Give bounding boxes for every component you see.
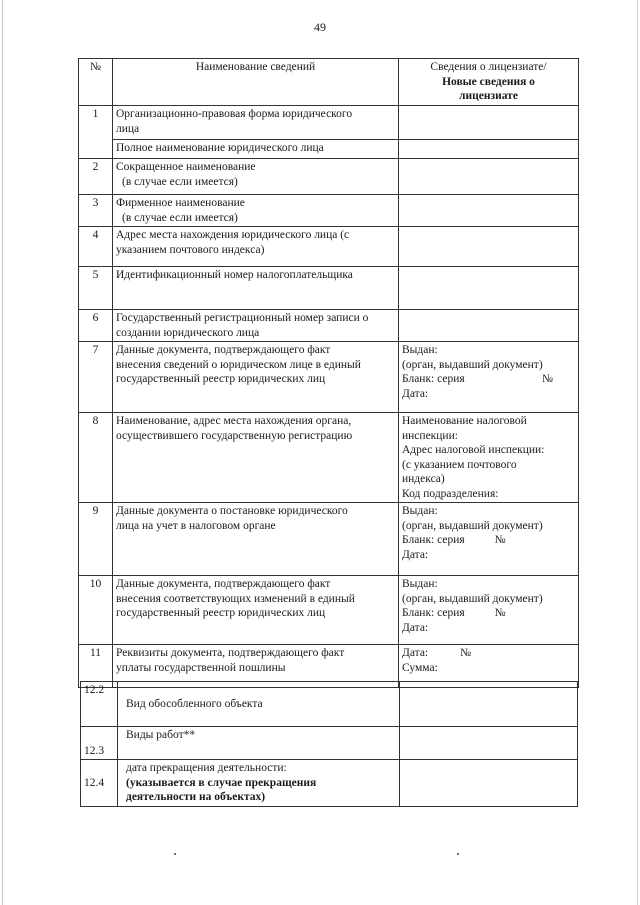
table-row <box>79 342 579 413</box>
table-row <box>79 267 579 310</box>
page-number: 49 <box>314 20 326 34</box>
row-name: дата прекращения деятельности: (указывается в случае прекращения деятельности на объектах) <box>118 760 400 807</box>
table-row <box>81 727 578 760</box>
scan-edge-right <box>637 0 638 905</box>
separate-objects-table <box>80 681 578 807</box>
row-info <box>400 727 578 760</box>
row-name: Полное наименование юридического лица <box>113 140 399 159</box>
table-row <box>79 106 579 140</box>
table-row <box>79 195 579 227</box>
row-info <box>399 227 579 267</box>
row-info <box>400 682 578 727</box>
table-row <box>79 310 579 342</box>
row-name: Идентификационный номер налогоплательщика <box>113 267 399 310</box>
row-info <box>399 195 579 227</box>
scan-dot <box>457 853 459 855</box>
row-num: 12.2 <box>81 682 118 727</box>
row-num: 5 <box>79 267 113 310</box>
row-info <box>399 140 579 159</box>
row-num: 12.4 <box>81 760 118 807</box>
table-row <box>81 760 578 807</box>
row-name: Сокращенное наименование (в случае если имеется) <box>113 159 399 195</box>
row-info <box>400 760 578 807</box>
row-name: Виды работ** <box>118 727 400 760</box>
row-info: Наименование налоговой инспекции: Адрес налоговой инспекции: (с указанием почтового индекса) Код подразделения: <box>399 413 579 503</box>
row-name: Фирменное наименование (в случае если имеется) <box>113 195 399 227</box>
table-row <box>79 159 579 195</box>
row-num: 9 <box>79 503 113 576</box>
table-row <box>79 413 579 503</box>
row-num: 10 <box>79 576 113 645</box>
row-num: 1 <box>79 106 113 159</box>
row-num: 4 <box>79 227 113 267</box>
header-name: Наименование сведений <box>113 59 399 106</box>
row-num: 12.3 <box>81 727 118 760</box>
row-num: 8 <box>79 413 113 503</box>
row-info <box>399 159 579 195</box>
row-info: Выдан: (орган, выдавший документ) Бланк: серия № Дата: <box>399 503 579 576</box>
table-row <box>81 682 578 727</box>
row-info: Выдан: (орган, выдавший документ) Бланк: серия № Дата: <box>399 342 579 413</box>
row-name: Вид обособленного объекта <box>118 682 400 727</box>
row-info: Дата: № Сумма: <box>399 645 579 688</box>
row-info: Выдан: (орган, выдавший документ) Бланк: серия № Дата: <box>399 576 579 645</box>
row-info <box>399 310 579 342</box>
table-row <box>79 140 579 159</box>
licensee-info-table <box>78 58 579 688</box>
scan-edge-left <box>2 0 3 905</box>
row-info <box>399 106 579 140</box>
header-info: Сведения о лицензиате/ Новые сведения о лицензиате <box>399 59 579 106</box>
row-num: 11 <box>79 645 113 688</box>
row-name: Наименование, адрес места нахождения органа, осуществившего государственную регистрацию <box>113 413 399 503</box>
table-row <box>79 227 579 267</box>
row-name: Реквизиты документа, подтверждающего факт уплаты государственной пошлины <box>113 645 399 688</box>
row-info <box>399 267 579 310</box>
header-num: № <box>79 59 113 106</box>
row-name: Организационно-правовая форма юридического лица <box>113 106 399 140</box>
table-header-row <box>79 59 579 106</box>
row-name: Данные документа, подтверждающего факт внесения сведений о юридическом лице в единый государственный реестр юридических лиц <box>113 342 399 413</box>
scan-dot <box>174 853 176 855</box>
row-name: Данные документа, подтверждающего факт внесения соответствующих изменений в единый государственный реестр юридических лиц <box>113 576 399 645</box>
row-num: 3 <box>79 195 113 227</box>
row-name: Адрес места нахождения юридического лица (с указанием почтового индекса) <box>113 227 399 267</box>
table-row <box>79 576 579 645</box>
row-name: Государственный регистрационный номер записи о создании юридического лица <box>113 310 399 342</box>
row-num: 7 <box>79 342 113 413</box>
row-name: Данные документа о постановке юридического лица на учет в налоговом органе <box>113 503 399 576</box>
row-num: 2 <box>79 159 113 195</box>
row-num: 6 <box>79 310 113 342</box>
table-row <box>79 503 579 576</box>
